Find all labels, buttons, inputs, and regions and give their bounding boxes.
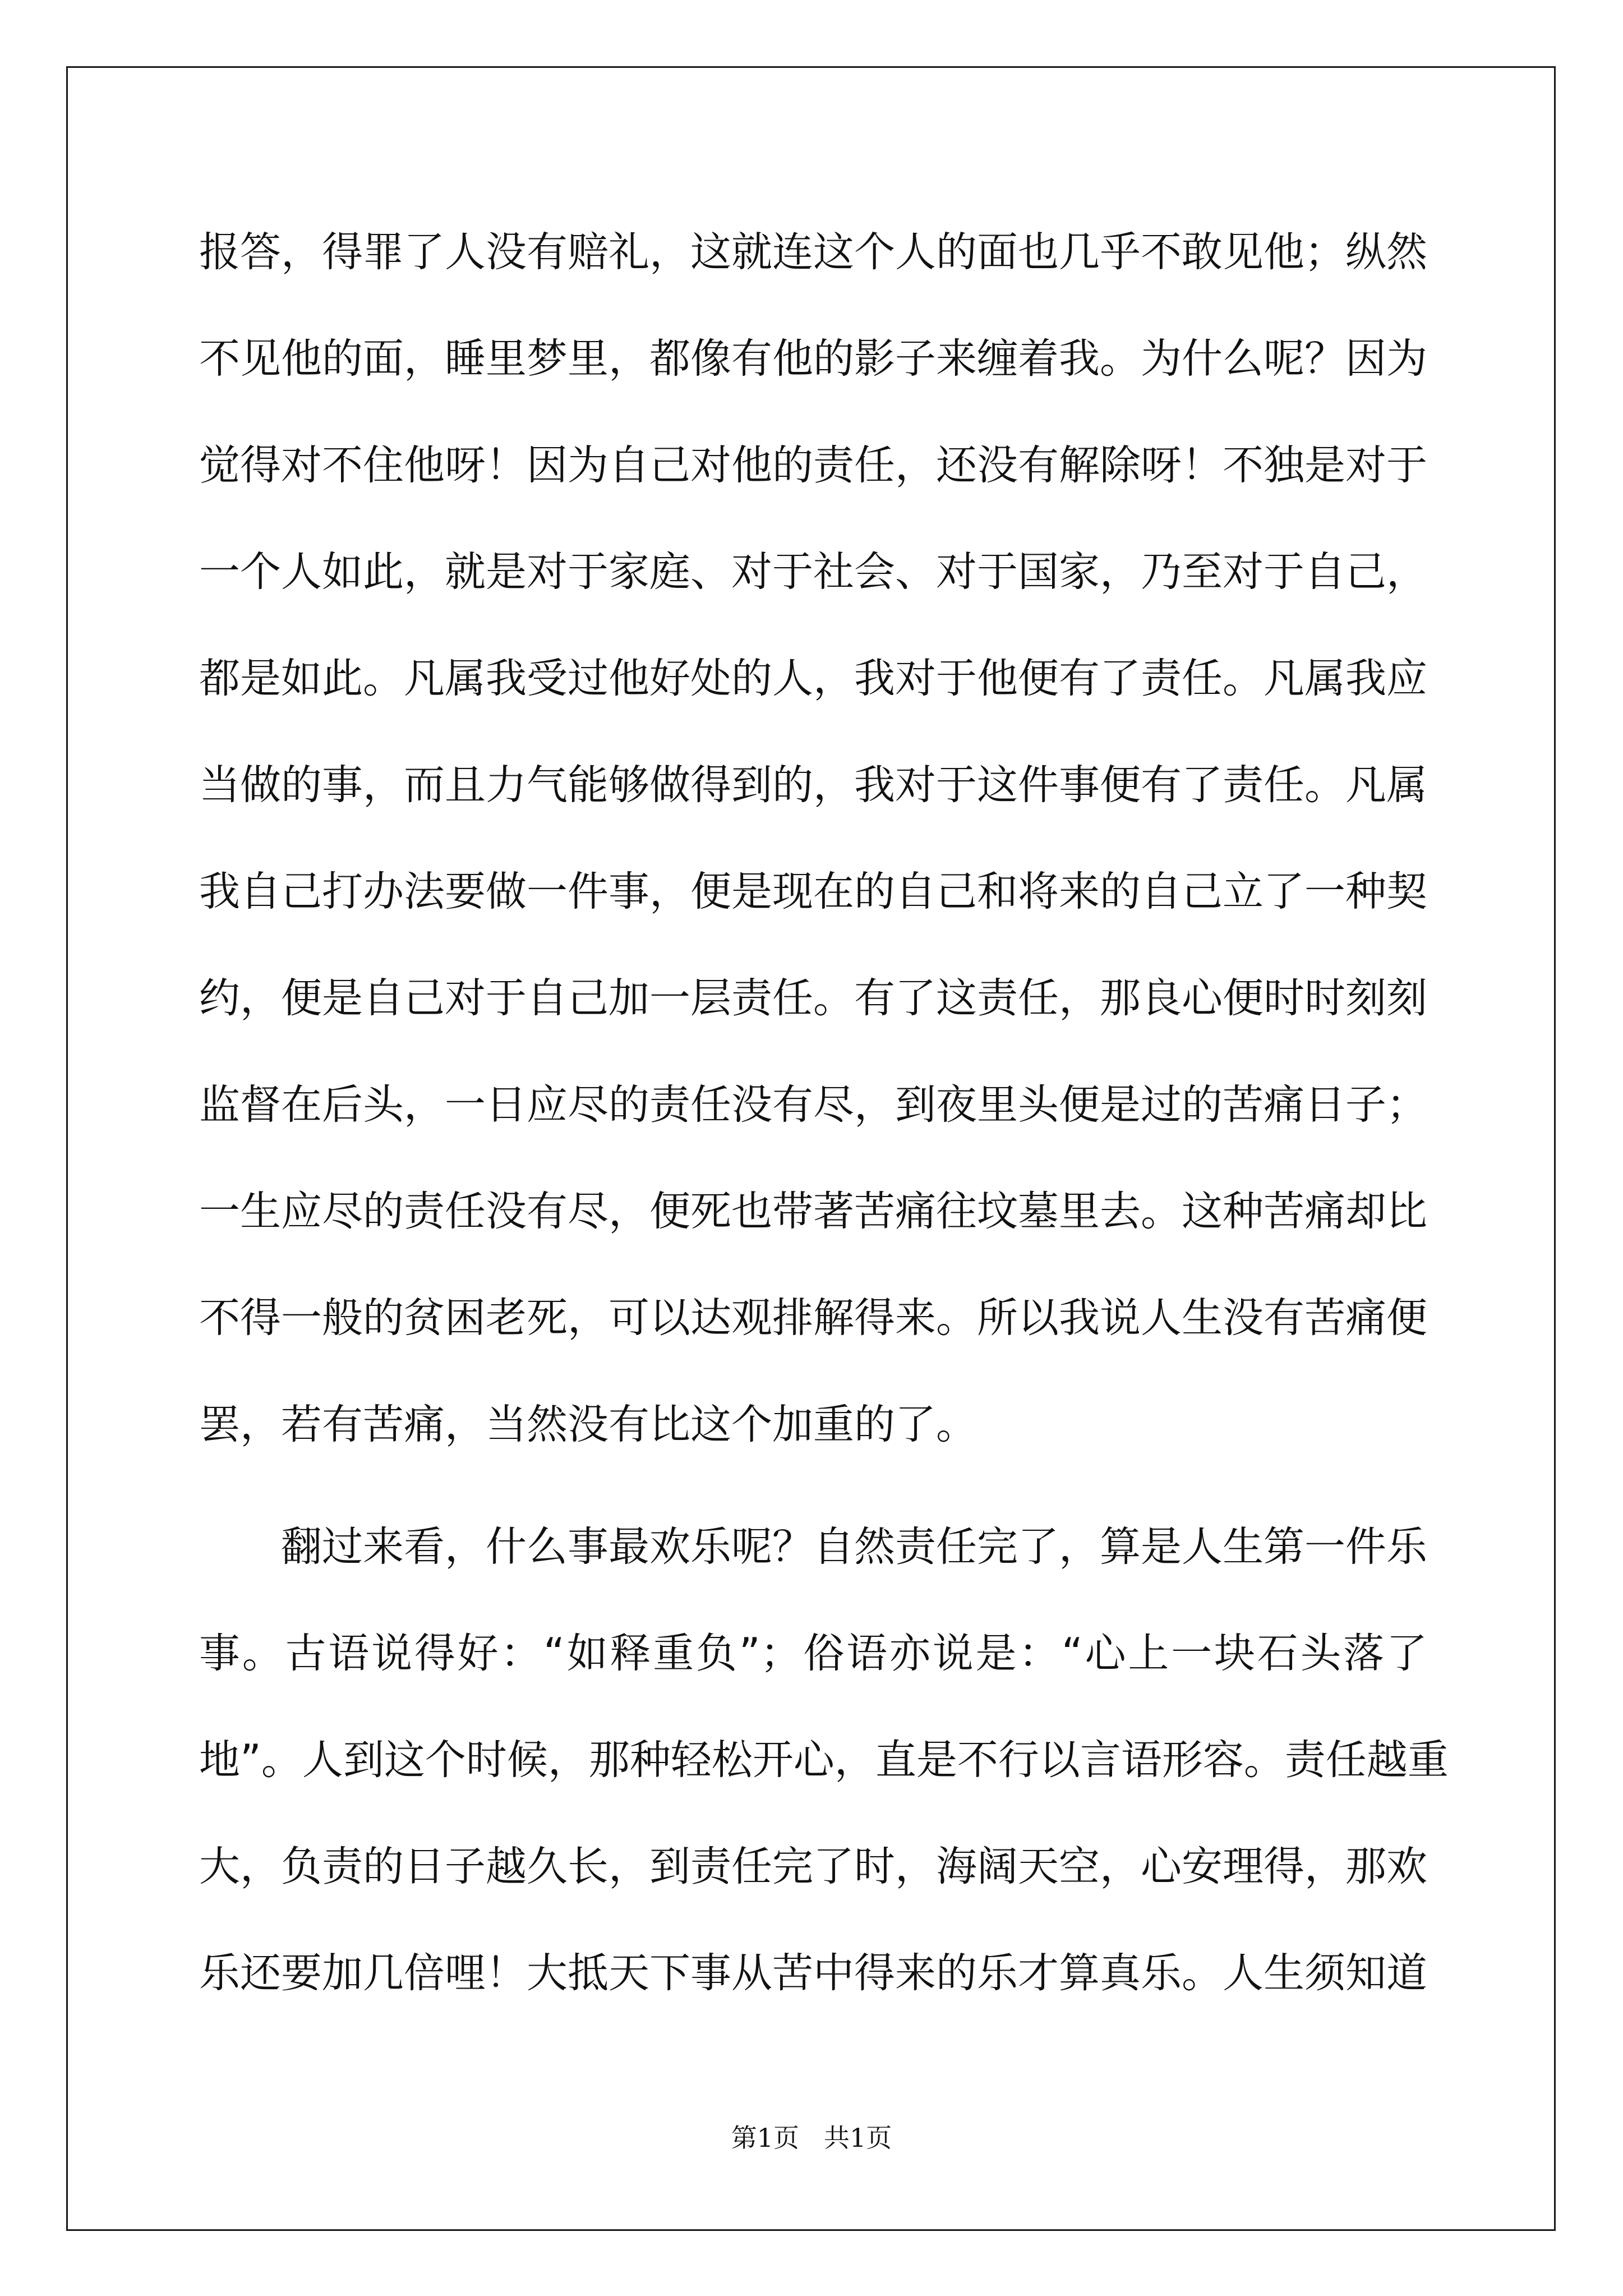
- text-line: 约，便是自己对于自己加一层责任。有了这责任，那良心便时时刻刻: [199, 974, 1427, 1022]
- text-line: 报答，得罪了人没有赔礼，这就连这个人的面也几乎不敢见他；纵然: [199, 228, 1427, 276]
- text-line: 不见他的面，睡里梦里，都像有他的影子来缠着我。为什么呢？因为: [199, 335, 1427, 383]
- text-line: 一个人如此，就是对于家庭、对于社会、对于国家，乃至对于自己，: [199, 548, 1427, 596]
- text-line: 监督在后头，一日应尽的责任没有尽，到夜里头便是过的苦痛日子；: [199, 1081, 1427, 1129]
- text-line: 乐还要加几倍哩！大抵天下事从苦中得来的乐才算真乐。人生须知道: [199, 1949, 1427, 1997]
- text-line: 大，负责的日子越久长，到责任完了时，海阔天空，心安理得，那欢: [199, 1843, 1427, 1890]
- page-footer: [0, 2118, 1623, 2155]
- text-line: 都是如此。凡属我受过他好处的人，我对于他便有了责任。凡属我应: [199, 655, 1427, 702]
- document-body: [199, 199, 1449, 2027]
- text-line: 地”。人到这个时候，那种轻松开心，直是不行以言语形容。责任越重: [199, 1736, 1449, 1784]
- text-line: 觉得对不住他呀！因为自己对他的责任，还没有解除呀！不独是对于: [199, 441, 1427, 489]
- text-line: 事。古语说得好：“如释重负”；俗语亦说是：“心上一块石头落了: [199, 1630, 1427, 1677]
- text-line: 翻过来看，什么事最欢乐呢？自然责任完了，算是人生第一件乐: [281, 1523, 1427, 1571]
- text-line: 当做的事，而且力气能够做得到的，我对于这件事便有了责任。凡属: [199, 761, 1427, 809]
- text-line: 我自己打办法要做一件事，便是现在的自己和将来的自己立了一种契: [199, 868, 1427, 915]
- page-total: 共1页: [823, 2123, 892, 2153]
- text-line: 不得一般的贫困老死，可以达观排解得来。所以我说人生没有苦痛便: [199, 1294, 1427, 1342]
- text-line: 罢，若有苦痛，当然没有比这个加重的了。: [199, 1401, 977, 1448]
- paragraph-gap: [199, 1478, 1427, 1494]
- page-number: 第1页: [731, 2123, 800, 2153]
- text-line: 一生应尽的责任没有尽，便死也带著苦痛往坟墓里去。这种苦痛却比: [199, 1188, 1427, 1235]
